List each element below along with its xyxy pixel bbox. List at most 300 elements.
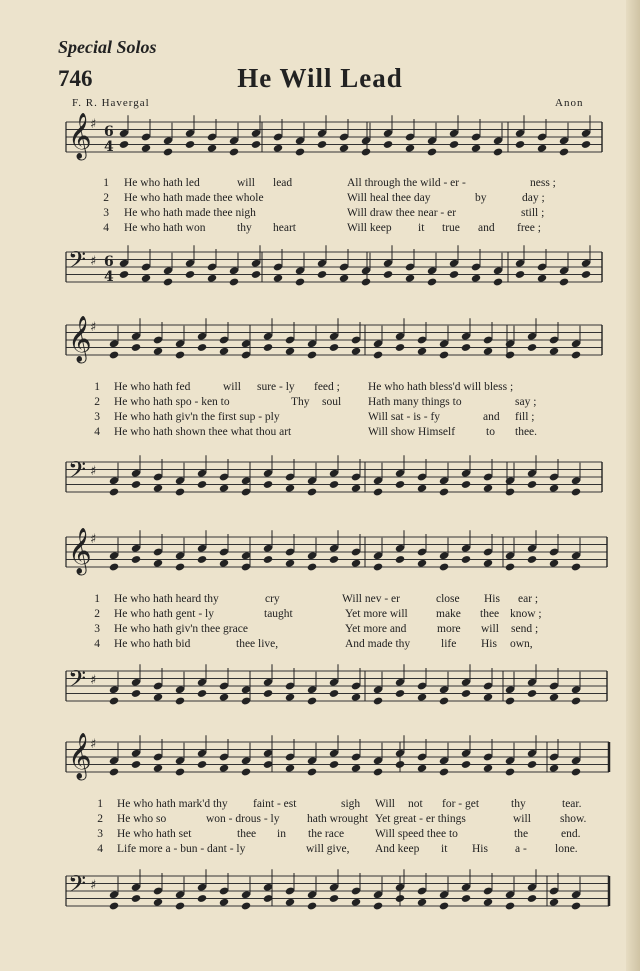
time-signature-icon: 4	[104, 269, 114, 285]
lyric-text: All through the wild - er -	[347, 177, 466, 189]
lyric-text: by	[475, 192, 487, 204]
note-head-icon	[351, 347, 361, 356]
note-head-icon	[471, 144, 481, 153]
hymn-title: He Will Lead	[237, 63, 403, 93]
note-head-icon	[175, 696, 185, 705]
note-head-icon	[493, 147, 503, 156]
note-head-icon	[439, 487, 449, 496]
note-head-icon	[537, 274, 547, 283]
lyric-text: more	[437, 623, 461, 635]
lyric-text: sure - ly	[257, 381, 295, 393]
sharp-icon: ♯	[90, 673, 97, 688]
note-head-icon	[461, 343, 471, 352]
note-head-icon	[505, 767, 515, 776]
note-head-icon	[395, 689, 405, 698]
note-head-icon	[527, 480, 537, 489]
note-head-icon	[417, 693, 427, 702]
lyric-text: Life more a - bun - dant - ly	[117, 843, 246, 855]
note-head-icon	[197, 894, 207, 903]
note-head-icon	[119, 140, 129, 149]
note-head-icon	[307, 901, 317, 910]
lyric-text: He who hath made thee nigh	[124, 207, 256, 219]
lyric-text: Hath many things to	[368, 396, 462, 408]
lyric-text: He who hath shown thee what thou art	[114, 426, 292, 438]
note-head-icon	[197, 760, 207, 769]
note-head-icon	[427, 277, 437, 286]
note-head-icon	[153, 764, 163, 773]
note-head-icon	[527, 555, 537, 564]
lyric-text: end.	[561, 828, 581, 840]
note-head-icon	[251, 140, 261, 149]
note-head-icon	[571, 901, 581, 910]
lyric-text: will	[481, 623, 499, 635]
note-head-icon	[439, 901, 449, 910]
lyric-text: He who hath spo - ken to	[114, 396, 230, 408]
sharp-icon: ♯	[90, 737, 97, 752]
note-head-icon	[461, 555, 471, 564]
note-head-icon	[351, 484, 361, 493]
note-head-icon	[131, 343, 141, 352]
note-head-icon	[373, 901, 383, 910]
lyric-text: it	[418, 222, 425, 234]
lyric-text: He who hath set	[117, 828, 192, 840]
lyric-text: in	[277, 828, 286, 840]
note-head-icon	[483, 898, 493, 907]
verse-line	[0, 207, 640, 222]
note-head-icon	[317, 270, 327, 279]
lyric-text: Yet more will	[345, 608, 408, 620]
note-head-icon	[581, 140, 591, 149]
note-head-icon	[405, 274, 415, 283]
verse-line	[0, 396, 640, 411]
verse-line	[0, 608, 640, 623]
verse-line	[0, 623, 640, 638]
note-head-icon	[285, 693, 295, 702]
lyric-text: Will draw thee near - er	[347, 207, 457, 219]
note-head-icon	[549, 347, 559, 356]
note-head-icon	[329, 480, 339, 489]
note-head-icon	[197, 343, 207, 352]
note-head-icon	[153, 693, 163, 702]
lyric-text: thee.	[515, 426, 538, 438]
note-head-icon	[141, 144, 151, 153]
note-head-icon	[153, 347, 163, 356]
note-head-icon	[131, 760, 141, 769]
treble-clef-icon: 𝄞	[68, 528, 92, 574]
lyric-text: to	[486, 426, 495, 438]
note-head-icon	[351, 898, 361, 907]
lyric-text: will	[223, 381, 241, 393]
verse-line	[0, 177, 640, 192]
note-head-icon	[317, 140, 327, 149]
note-head-icon	[219, 484, 229, 493]
verse-number: 4	[103, 222, 109, 234]
note-head-icon	[285, 898, 295, 907]
verse-number: 1	[103, 177, 109, 189]
note-head-icon	[307, 696, 317, 705]
note-head-icon	[537, 144, 547, 153]
note-head-icon	[207, 144, 217, 153]
lyric-text: He who hath made thee whole	[124, 192, 264, 204]
verse-line	[0, 381, 640, 396]
note-head-icon	[329, 689, 339, 698]
note-head-icon	[449, 140, 459, 149]
note-head-icon	[109, 696, 119, 705]
verse-number: 2	[97, 813, 103, 825]
verse-number: 2	[103, 192, 109, 204]
lyric-text: sigh	[341, 798, 361, 810]
note-head-icon	[527, 343, 537, 352]
note-head-icon	[581, 270, 591, 279]
lyric-text: thy	[237, 222, 252, 234]
note-head-icon	[307, 767, 317, 776]
lyric-text: make	[436, 608, 461, 620]
note-head-icon	[527, 894, 537, 903]
note-head-icon	[251, 270, 261, 279]
note-head-icon	[307, 350, 317, 359]
note-head-icon	[505, 350, 515, 359]
note-head-icon	[417, 559, 427, 568]
lyric-text: not	[408, 798, 423, 810]
verse-line	[0, 828, 640, 843]
lyric-text: it	[441, 843, 448, 855]
note-head-icon	[219, 898, 229, 907]
note-head-icon	[405, 144, 415, 153]
note-head-icon	[505, 562, 515, 571]
note-head-icon	[559, 277, 569, 286]
lyric-text: He who hath giv'n thee grace	[114, 623, 248, 635]
note-head-icon	[185, 270, 195, 279]
lyric-text: He who hath fed	[114, 381, 191, 393]
note-head-icon	[461, 760, 471, 769]
verse-line	[0, 813, 640, 828]
note-head-icon	[153, 559, 163, 568]
verse-number: 4	[97, 843, 103, 855]
note-head-icon	[163, 147, 173, 156]
note-head-icon	[505, 696, 515, 705]
note-head-icon	[505, 487, 515, 496]
note-head-icon	[395, 760, 405, 769]
lyric-text: His	[484, 593, 500, 605]
treble-clef-icon: 𝄞	[68, 113, 92, 159]
note-head-icon	[307, 487, 317, 496]
verse-line	[0, 593, 640, 608]
lyric-text: He who hath mark'd thy	[117, 798, 228, 810]
lyric-text: for - get	[442, 798, 480, 810]
note-head-icon	[373, 696, 383, 705]
lyric-text: will	[513, 813, 531, 825]
note-head-icon	[571, 562, 581, 571]
note-head-icon	[527, 760, 537, 769]
note-head-icon	[383, 270, 393, 279]
note-head-icon	[417, 347, 427, 356]
lyric-text: fill ;	[515, 411, 535, 423]
lyric-text: And made thy	[345, 638, 411, 650]
lyric-text: And keep	[375, 843, 420, 855]
note-head-icon	[119, 270, 129, 279]
note-head-icon	[219, 764, 229, 773]
note-head-icon	[241, 767, 251, 776]
note-head-icon	[219, 559, 229, 568]
note-head-icon	[417, 484, 427, 493]
note-head-icon	[273, 144, 283, 153]
note-head-icon	[153, 484, 163, 493]
time-signature-icon: 4	[104, 139, 114, 155]
note-head-icon	[373, 487, 383, 496]
time-signature-icon: 6	[104, 254, 114, 270]
verse-number: 1	[94, 381, 100, 393]
lyric-text: He who hath led	[124, 177, 200, 189]
lyric-text: life	[441, 638, 457, 650]
note-head-icon	[493, 277, 503, 286]
verse-line	[0, 426, 640, 441]
note-head-icon	[285, 347, 295, 356]
lyric-text: send ;	[511, 623, 539, 635]
note-head-icon	[329, 760, 339, 769]
note-head-icon	[329, 894, 339, 903]
note-head-icon	[559, 147, 569, 156]
note-head-icon	[439, 562, 449, 571]
note-head-icon	[571, 767, 581, 776]
sharp-icon: ♯	[90, 320, 97, 335]
note-head-icon	[439, 350, 449, 359]
note-head-icon	[395, 894, 405, 903]
note-head-icon	[175, 901, 185, 910]
note-head-icon	[571, 696, 581, 705]
note-head-icon	[197, 480, 207, 489]
note-head-icon	[109, 350, 119, 359]
note-head-icon	[109, 901, 119, 910]
note-head-icon	[285, 484, 295, 493]
lyric-text: Will	[375, 798, 395, 810]
lyric-text: soul	[322, 396, 342, 408]
note-head-icon	[361, 147, 371, 156]
lyric-text: Will show Himself	[368, 426, 456, 438]
lyric-text: the race	[308, 828, 345, 840]
note-head-icon	[461, 689, 471, 698]
note-head-icon	[439, 767, 449, 776]
lyric-text: faint - est	[253, 798, 297, 810]
note-head-icon	[109, 562, 119, 571]
lyric-text: the	[514, 828, 529, 840]
note-head-icon	[351, 764, 361, 773]
lyric-text: taught	[264, 608, 293, 620]
lyric-text: Will heal thee day	[347, 192, 431, 204]
note-head-icon	[175, 562, 185, 571]
lyric-text: He who hath gent - ly	[114, 608, 214, 620]
lyric-text: He who hath giv'n the first sup - ply	[114, 411, 280, 423]
lyric-text: Will sat - is - fy	[368, 411, 441, 423]
treble-clef-icon: 𝄞	[68, 733, 92, 779]
sharp-icon: ♯	[90, 464, 97, 479]
verse-line	[0, 798, 640, 813]
note-head-icon	[515, 270, 525, 279]
note-head-icon	[197, 689, 207, 698]
bass-clef-icon: 𝄢	[68, 870, 87, 903]
section-header: Special Solos	[58, 37, 157, 57]
composer-credit: Anon	[555, 97, 584, 109]
note-head-icon	[383, 140, 393, 149]
lyric-text: thee	[480, 608, 500, 620]
note-head-icon	[417, 898, 427, 907]
lyric-text: Thy	[291, 396, 310, 408]
lyric-text: He who hath bid	[114, 638, 191, 650]
verse-number: 2	[94, 608, 100, 620]
verse-number: 3	[97, 828, 103, 840]
note-head-icon	[417, 764, 427, 773]
note-head-icon	[549, 484, 559, 493]
sharp-icon: ♯	[90, 254, 97, 269]
verse-number: 1	[97, 798, 103, 810]
verse-number: 1	[94, 593, 100, 605]
note-head-icon	[515, 140, 525, 149]
note-head-icon	[549, 764, 559, 773]
lyric-text: hath wrought	[307, 813, 369, 825]
note-head-icon	[175, 487, 185, 496]
note-head-icon	[131, 555, 141, 564]
note-head-icon	[185, 140, 195, 149]
lyric-text: His	[472, 843, 488, 855]
verse-line	[0, 192, 640, 207]
note-head-icon	[373, 350, 383, 359]
note-head-icon	[307, 562, 317, 571]
verse-number: 4	[94, 638, 100, 650]
note-head-icon	[131, 480, 141, 489]
verse-line	[0, 222, 640, 237]
lyric-text: He who hath bless'd will bless ;	[368, 381, 514, 393]
sharp-icon: ♯	[90, 532, 97, 547]
lyric-text: thy	[511, 798, 526, 810]
note-head-icon	[285, 559, 295, 568]
verse-line	[0, 638, 640, 653]
note-head-icon	[263, 343, 273, 352]
note-head-icon	[483, 559, 493, 568]
note-head-icon	[549, 898, 559, 907]
treble-clef-icon: 𝄞	[68, 316, 92, 362]
note-head-icon	[263, 555, 273, 564]
note-head-icon	[329, 343, 339, 352]
note-head-icon	[241, 901, 251, 910]
note-head-icon	[395, 343, 405, 352]
note-head-icon	[131, 689, 141, 698]
note-head-icon	[219, 693, 229, 702]
note-head-icon	[273, 274, 283, 283]
lyric-text: lone.	[555, 843, 578, 855]
note-head-icon	[295, 147, 305, 156]
note-head-icon	[571, 487, 581, 496]
verse-number: 3	[103, 207, 109, 219]
lyric-text: tear.	[562, 798, 582, 810]
note-head-icon	[131, 894, 141, 903]
lyric-text: know ;	[510, 608, 542, 620]
note-head-icon	[229, 147, 239, 156]
note-head-icon	[339, 274, 349, 283]
lyric-text: thee	[237, 828, 257, 840]
note-head-icon	[505, 901, 515, 910]
verse-number: 2	[94, 396, 100, 408]
note-head-icon	[395, 480, 405, 489]
note-head-icon	[549, 693, 559, 702]
lyric-text: Will nev - er	[342, 593, 400, 605]
lyric-text: true	[442, 222, 460, 234]
note-head-icon	[483, 347, 493, 356]
note-head-icon	[295, 277, 305, 286]
note-head-icon	[483, 693, 493, 702]
note-head-icon	[483, 764, 493, 773]
bass-clef-icon: 𝄢	[68, 456, 87, 489]
note-head-icon	[263, 689, 273, 698]
note-head-icon	[285, 764, 295, 773]
lyric-text: won - drous - ly	[206, 813, 280, 825]
note-head-icon	[263, 480, 273, 489]
lyric-text: lead	[273, 177, 293, 189]
lyric-text: still ;	[521, 207, 545, 219]
note-head-icon	[109, 487, 119, 496]
lyric-text: cry	[265, 593, 280, 605]
lyric-text: Will speed thee to	[375, 828, 458, 840]
note-head-icon	[175, 767, 185, 776]
lyric-text: say ;	[515, 396, 537, 408]
lyric-text: day ;	[522, 192, 545, 204]
lyric-text: close	[436, 593, 460, 605]
note-head-icon	[483, 484, 493, 493]
lyric-text: a -	[515, 843, 527, 855]
lyric-text: Yet great - er things	[375, 813, 466, 825]
lyric-text: own,	[510, 638, 533, 650]
verse-line	[0, 411, 640, 426]
note-head-icon	[351, 559, 361, 568]
note-head-icon	[229, 277, 239, 286]
note-head-icon	[163, 277, 173, 286]
lyric-text: and	[478, 222, 495, 234]
note-head-icon	[449, 270, 459, 279]
verse-line	[0, 843, 640, 858]
lyric-text: Will keep	[347, 222, 392, 234]
sharp-icon: ♯	[90, 117, 97, 132]
lyric-text: thee live,	[236, 638, 279, 650]
note-head-icon	[351, 693, 361, 702]
note-head-icon	[527, 689, 537, 698]
note-head-icon	[219, 347, 229, 356]
lyric-text: His	[481, 638, 497, 650]
note-head-icon	[373, 767, 383, 776]
note-head-icon	[153, 898, 163, 907]
note-head-icon	[207, 274, 217, 283]
lyric-text: show.	[560, 813, 587, 825]
verse-number: 3	[94, 411, 100, 423]
note-head-icon	[197, 555, 207, 564]
lyric-text: heart	[273, 222, 296, 234]
note-head-icon	[395, 555, 405, 564]
lyric-text: feed ;	[314, 381, 340, 393]
note-head-icon	[461, 480, 471, 489]
note-head-icon	[427, 147, 437, 156]
author-credit: F. R. Havergal	[72, 97, 150, 109]
lyric-text: ear ;	[518, 593, 539, 605]
lyric-text: He who so	[117, 813, 167, 825]
note-head-icon	[461, 894, 471, 903]
lyric-text: will give,	[306, 843, 350, 855]
note-head-icon	[549, 559, 559, 568]
sharp-icon: ♯	[90, 878, 97, 893]
bass-clef-icon: 𝄢	[68, 665, 87, 698]
lyric-text: free ;	[517, 222, 541, 234]
note-head-icon	[373, 562, 383, 571]
lyric-text: He who hath won	[124, 222, 206, 234]
note-head-icon	[571, 350, 581, 359]
note-head-icon	[471, 274, 481, 283]
note-head-icon	[329, 555, 339, 564]
